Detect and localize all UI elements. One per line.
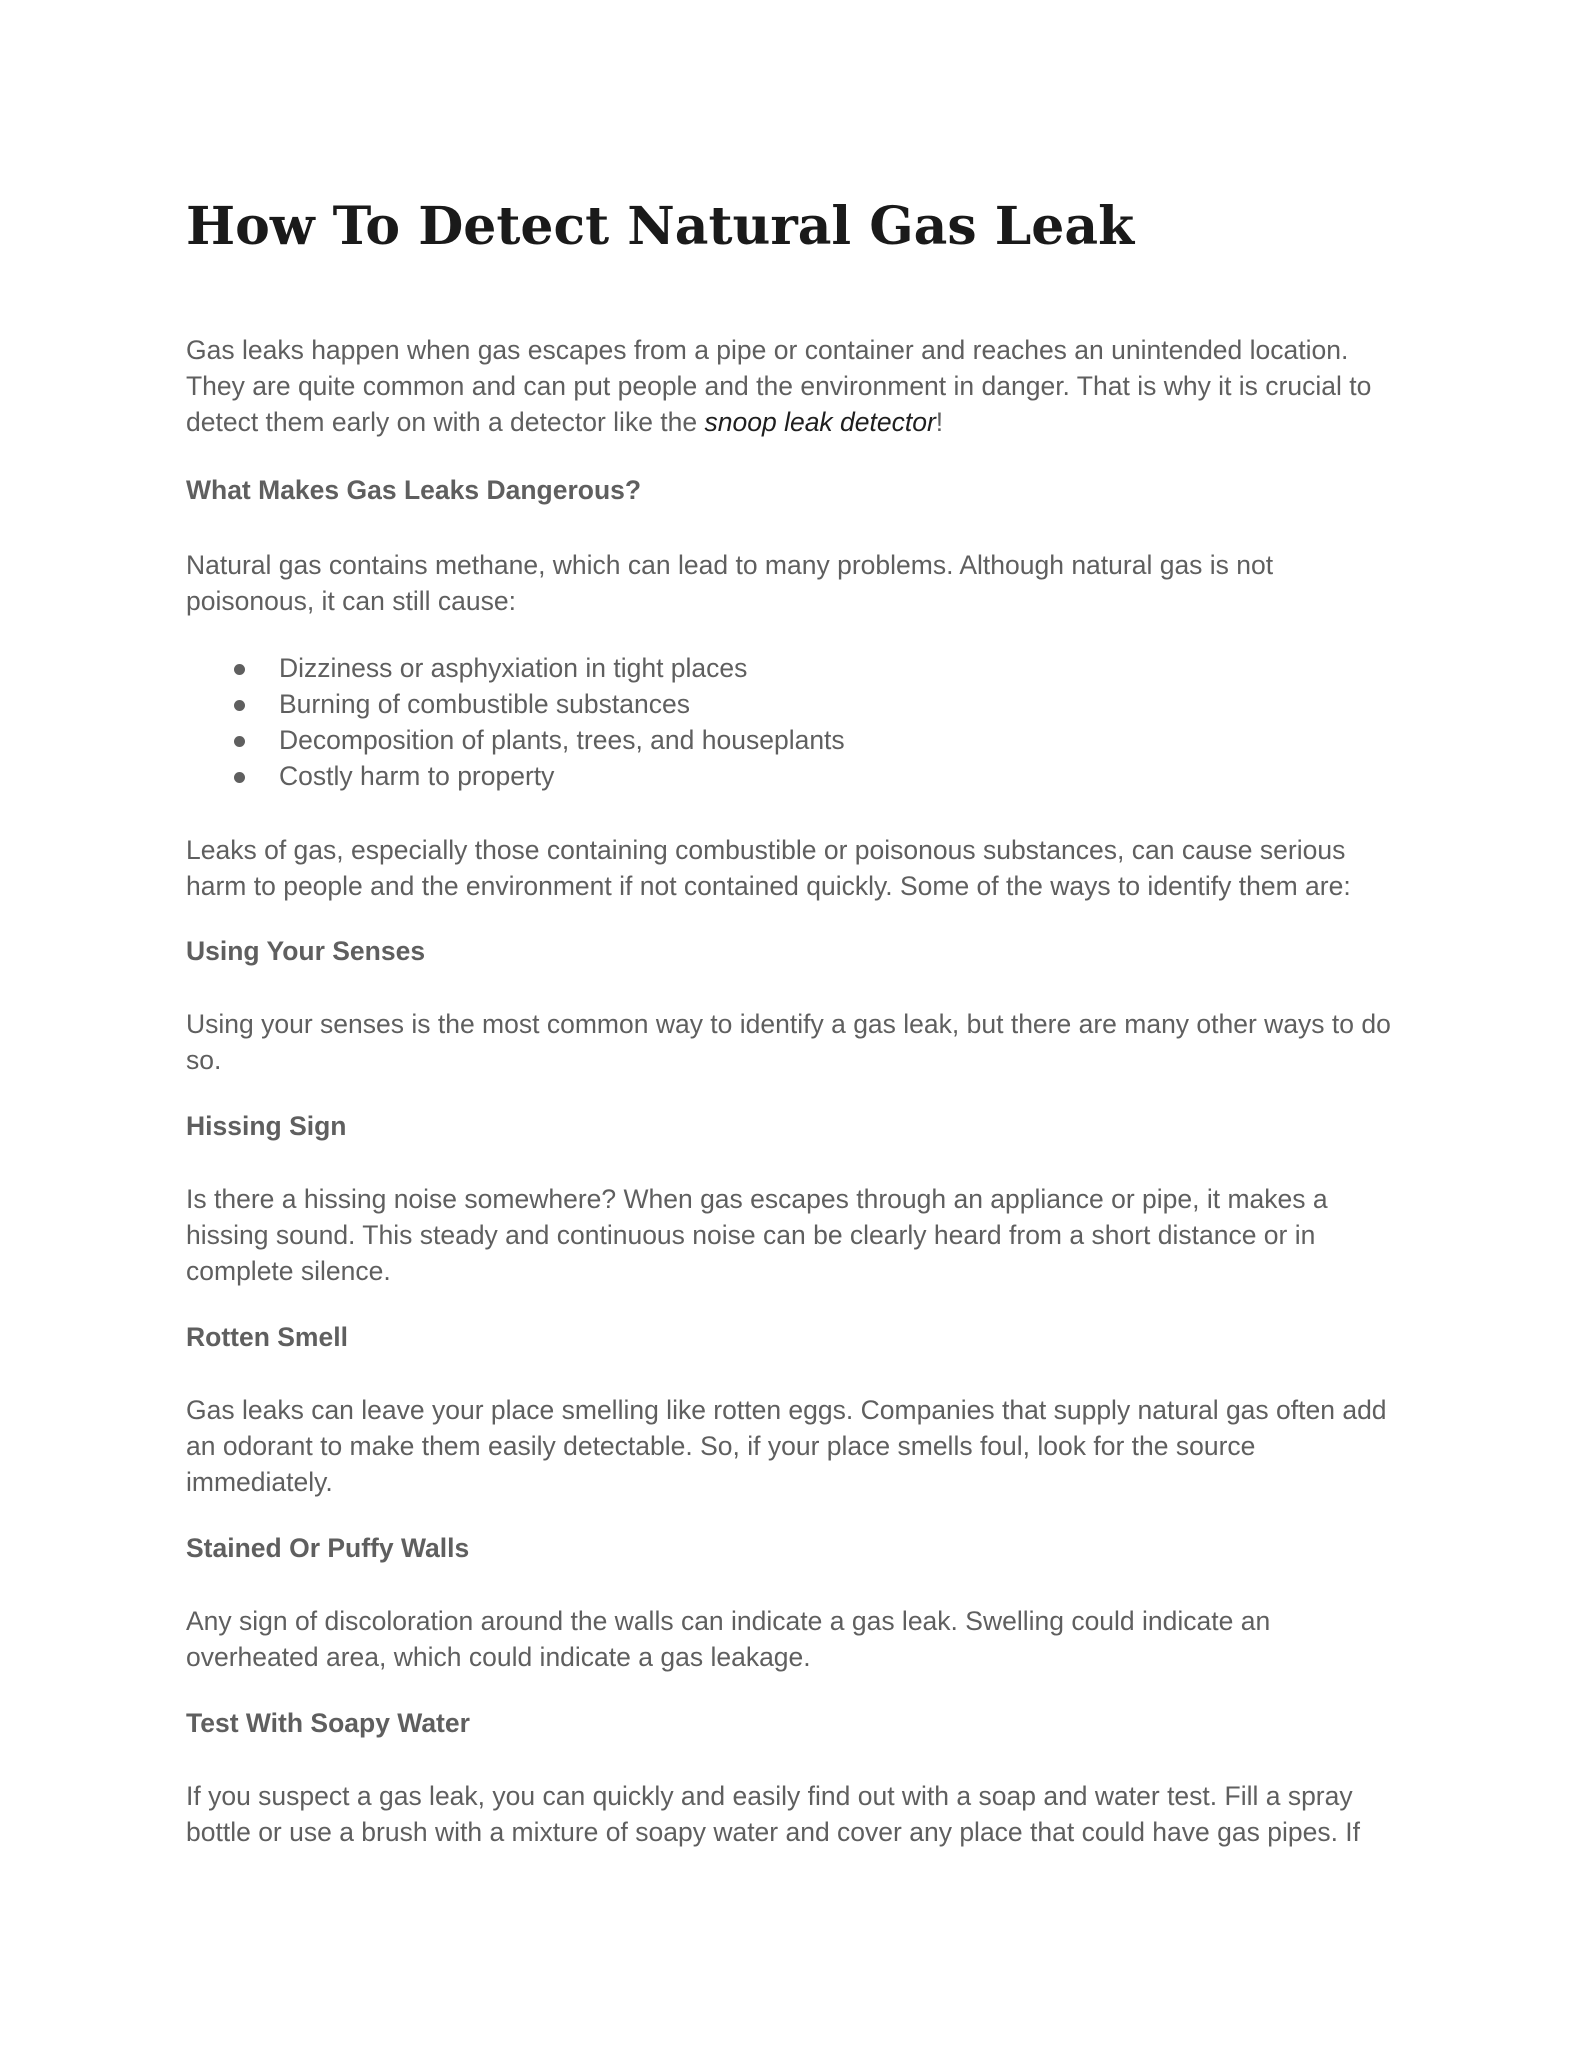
list-item-text: Dizziness or asphyxiation in tight places (279, 653, 748, 683)
page-title: How To Detect Natural Gas Leak (186, 196, 1135, 257)
intro-text: Gas leaks happen when gas escapes from a pipe or container and reaches an unintended location. They are quite common and can put people and the environment in danger. That is why it is crucial to detect them early on with a detector like the (186, 335, 1372, 437)
intro-end: ! (935, 407, 944, 437)
identify-paragraph: Leaks of gas, especially those containing combustible or poisonous substances, can cause serious harm to people and the environment if not contained quickly. Some of the ways to identify them are: (186, 835, 1351, 901)
snoop-leak-detector-link[interactable]: snoop leak detector (704, 407, 936, 437)
intro-paragraph (186, 332, 1406, 440)
walls-paragraph: Any sign of discoloration around the walls can indicate a gas leak. Swelling could indicate an overheated area, which could indicate a gas leakage. (186, 1606, 1271, 1672)
bullet-icon (234, 772, 245, 783)
heading-what-makes-dangerous: What Makes Gas Leaks Dangerous? (186, 475, 642, 505)
list-item (186, 758, 1406, 794)
bullet-icon (234, 736, 245, 747)
senses-paragraph: Using your senses is the most common way to identify a gas leak, but there are many other ways to do so. (186, 1009, 1391, 1075)
heading-test-with-soapy-water: Test With Soapy Water (186, 1708, 470, 1738)
list-item (186, 686, 1406, 722)
heading-rotten-smell: Rotten Smell (186, 1322, 348, 1352)
hissing-paragraph: Is there a hissing noise somewhere? When gas escapes through an appliance or pipe, it makes a hissing sound. This steady and continuous noise can be clearly heard from a short distance or in complete silence. (186, 1184, 1328, 1286)
soap-paragraph: If you suspect a gas leak, you can quickly and easily find out with a soap and water test. Fill a spray bottle or use a brush with a mixture of soapy water and cover any place that could have gas pipes. If (186, 1781, 1361, 1847)
list-item-text: Burning of combustible substances (279, 689, 690, 719)
bullet-icon (234, 664, 245, 675)
dangers-list (186, 650, 1406, 794)
list-item (186, 650, 1406, 686)
list-item-text: Costly harm to property (279, 761, 555, 791)
heading-stained-or-puffy-walls: Stained Or Puffy Walls (186, 1533, 470, 1563)
list-item-text: Decomposition of plants, trees, and houseplants (279, 725, 845, 755)
heading-hissing-sign: Hissing Sign (186, 1111, 347, 1141)
heading-using-your-senses: Using Your Senses (186, 936, 426, 966)
bullet-icon (234, 700, 245, 711)
smell-paragraph: Gas leaks can leave your place smelling like rotten eggs. Companies that supply natural gas often add an odorant to make them easily detectable. So, if your place smells foul, look for the source immediately. (186, 1395, 1387, 1497)
list-item (186, 722, 1406, 758)
dangerous-paragraph: Natural gas contains methane, which can lead to many problems. Although natural gas is not poisonous, it can still cause: (186, 550, 1274, 616)
